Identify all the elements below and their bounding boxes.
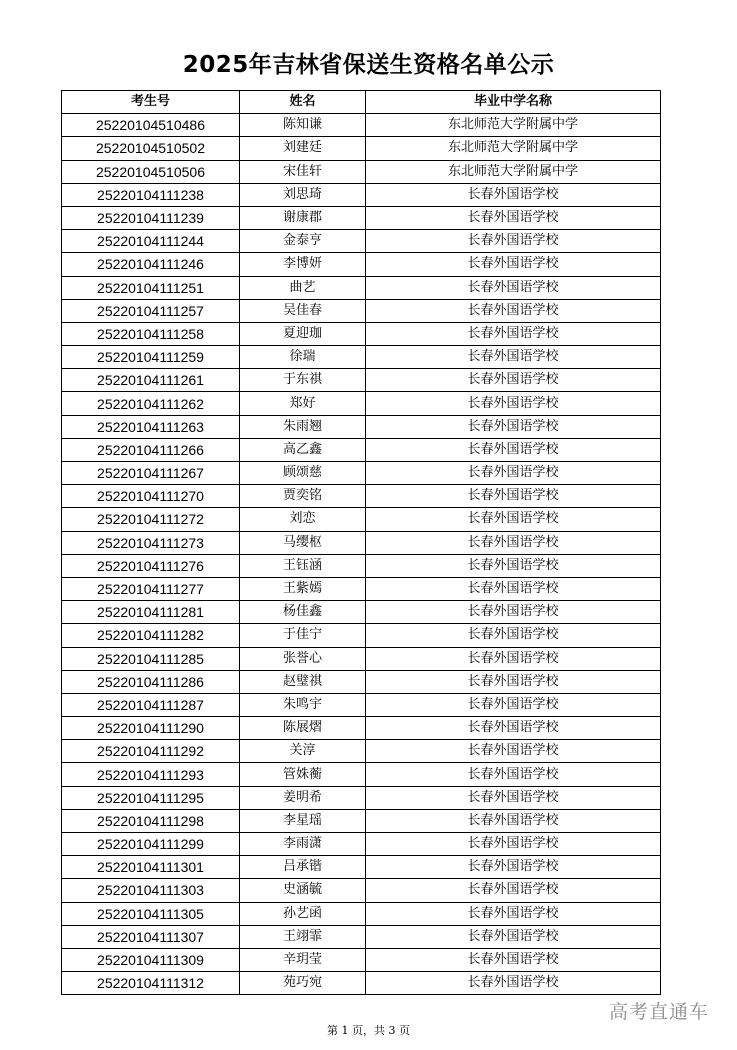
- exam-number-cell: 25220104111239: [62, 206, 240, 229]
- exam-number-cell: 25220104111282: [62, 624, 240, 647]
- student-name-cell: 马缨枢: [240, 531, 366, 554]
- school-name-cell: 长春外国语学校: [366, 717, 661, 740]
- exam-number-cell: 25220104111244: [62, 230, 240, 253]
- student-name-cell: 朱鸣宇: [240, 693, 366, 716]
- exam-number-cell: 25220104111295: [62, 786, 240, 809]
- exam-number-cell: 25220104111277: [62, 577, 240, 600]
- exam-number-cell: 25220104111272: [62, 508, 240, 531]
- exam-number-cell: 25220104111285: [62, 647, 240, 670]
- student-name-cell: 孙艺函: [240, 902, 366, 925]
- table-row: [62, 786, 661, 809]
- school-name-cell: 长春外国语学校: [366, 230, 661, 253]
- exam-number-cell: 25220104111276: [62, 554, 240, 577]
- school-name-cell: 长春外国语学校: [366, 577, 661, 600]
- table-row: [62, 485, 661, 508]
- table-row: [62, 693, 661, 716]
- table-row: [62, 415, 661, 438]
- exam-number-cell: 25220104111258: [62, 322, 240, 345]
- school-name-cell: 长春外国语学校: [366, 299, 661, 322]
- school-name-cell: 长春外国语学校: [366, 322, 661, 345]
- school-name-cell: 长春外国语学校: [366, 763, 661, 786]
- school-name-cell: 长春外国语学校: [366, 833, 661, 856]
- student-name-cell: 徐瑞: [240, 346, 366, 369]
- school-name-cell: 长春外国语学校: [366, 462, 661, 485]
- student-name-cell: 刘建廷: [240, 137, 366, 160]
- student-name-cell: 吴佳春: [240, 299, 366, 322]
- school-name-cell: 长春外国语学校: [366, 346, 661, 369]
- table-row: [62, 925, 661, 948]
- school-name-cell: 长春外国语学校: [366, 253, 661, 276]
- student-name-cell: 管姝蘅: [240, 763, 366, 786]
- exam-number-cell: 25220104111301: [62, 856, 240, 879]
- table-row: [62, 322, 661, 345]
- exam-number-cell: 25220104111312: [62, 972, 240, 995]
- exam-number-cell: 25220104111238: [62, 183, 240, 206]
- school-name-cell: 长春外国语学校: [366, 786, 661, 809]
- student-name-cell: 高乙鑫: [240, 438, 366, 461]
- exam-number-cell: 25220104111270: [62, 485, 240, 508]
- school-name-cell: 长春外国语学校: [366, 693, 661, 716]
- student-name-cell: 姜明希: [240, 786, 366, 809]
- student-name-cell: 关淳: [240, 740, 366, 763]
- school-name-cell: 长春外国语学校: [366, 902, 661, 925]
- table-row: [62, 369, 661, 392]
- student-name-cell: 李星瑶: [240, 809, 366, 832]
- school-name-cell: 长春外国语学校: [366, 369, 661, 392]
- exam-number-cell: 25220104111267: [62, 462, 240, 485]
- exam-number-cell: 25220104111287: [62, 693, 240, 716]
- student-name-cell: 苑巧宛: [240, 972, 366, 995]
- table-row: [62, 554, 661, 577]
- student-name-cell: 李雨潇: [240, 833, 366, 856]
- watermark: 高考直通车: [608, 1001, 709, 1023]
- table-row: [62, 206, 661, 229]
- exam-number-cell: 25220104111246: [62, 253, 240, 276]
- table-row: [62, 462, 661, 485]
- table-row: [62, 902, 661, 925]
- student-name-cell: 辛玥莹: [240, 948, 366, 971]
- table-row: [62, 740, 661, 763]
- student-name-cell: 王翊霏: [240, 925, 366, 948]
- student-name-cell: 郑好: [240, 392, 366, 415]
- school-name-cell: 长春外国语学校: [366, 601, 661, 624]
- school-name-cell: 长春外国语学校: [366, 670, 661, 693]
- student-name-cell: 李博妍: [240, 253, 366, 276]
- table-row: [62, 972, 661, 995]
- exam-number-cell: 25220104111261: [62, 369, 240, 392]
- table-row: [62, 160, 661, 183]
- school-name-cell: 长春外国语学校: [366, 438, 661, 461]
- school-name-cell: 长春外国语学校: [366, 856, 661, 879]
- table-row: [62, 647, 661, 670]
- school-name-cell: 长春外国语学校: [366, 554, 661, 577]
- school-name-cell: 长春外国语学校: [366, 925, 661, 948]
- exam-number-cell: 25220104111263: [62, 415, 240, 438]
- student-name-cell: 史涵毓: [240, 879, 366, 902]
- header-school: 毕业中学名称: [366, 91, 661, 114]
- student-name-cell: 谢康郡: [240, 206, 366, 229]
- table-row: [62, 763, 661, 786]
- exam-number-cell: 25220104111286: [62, 670, 240, 693]
- student-name-cell: 王钰涵: [240, 554, 366, 577]
- student-name-cell: 杨佳鑫: [240, 601, 366, 624]
- table-row: [62, 276, 661, 299]
- exam-number-cell: 25220104111298: [62, 809, 240, 832]
- header-name: 姓名: [240, 91, 366, 114]
- student-name-cell: 金泰亨: [240, 230, 366, 253]
- student-name-cell: 夏迎珈: [240, 322, 366, 345]
- exam-number-cell: 25220104111262: [62, 392, 240, 415]
- school-name-cell: 长春外国语学校: [366, 624, 661, 647]
- table-row: [62, 577, 661, 600]
- school-name-cell: 长春外国语学校: [366, 647, 661, 670]
- school-name-cell: 长春外国语学校: [366, 879, 661, 902]
- table-header-row: [62, 91, 661, 114]
- exam-number-cell: 25220104111259: [62, 346, 240, 369]
- school-name-cell: 长春外国语学校: [366, 809, 661, 832]
- table-row: [62, 299, 661, 322]
- school-name-cell: 长春外国语学校: [366, 206, 661, 229]
- table-row: [62, 809, 661, 832]
- table-row: [62, 601, 661, 624]
- table-row: [62, 114, 661, 137]
- exam-number-cell: 25220104510502: [62, 137, 240, 160]
- exam-number-cell: 25220104111293: [62, 763, 240, 786]
- table-row: [62, 670, 661, 693]
- student-name-cell: 刘恋: [240, 508, 366, 531]
- exam-number-cell: 25220104111303: [62, 879, 240, 902]
- school-name-cell: 东北师范大学附属中学: [366, 137, 661, 160]
- school-name-cell: 长春外国语学校: [366, 392, 661, 415]
- exam-number-cell: 25220104111292: [62, 740, 240, 763]
- student-name-cell: 张誉心: [240, 647, 366, 670]
- student-name-cell: 曲艺: [240, 276, 366, 299]
- student-name-cell: 朱雨翘: [240, 415, 366, 438]
- school-name-cell: 长春外国语学校: [366, 508, 661, 531]
- student-name-cell: 吕承锴: [240, 856, 366, 879]
- exam-number-cell: 25220104111251: [62, 276, 240, 299]
- student-name-cell: 陈知谦: [240, 114, 366, 137]
- table-row: [62, 438, 661, 461]
- table-row: [62, 230, 661, 253]
- table-row: [62, 183, 661, 206]
- table-row: [62, 392, 661, 415]
- exam-number-cell: 25220104111299: [62, 833, 240, 856]
- student-name-cell: 贾奕铭: [240, 485, 366, 508]
- school-name-cell: 长春外国语学校: [366, 485, 661, 508]
- table-row: [62, 717, 661, 740]
- exam-number-cell: 25220104111309: [62, 948, 240, 971]
- page-title: 2025年吉林省保送生资格名单公示: [182, 52, 555, 78]
- student-name-cell: 于佳宁: [240, 624, 366, 647]
- school-name-cell: 长春外国语学校: [366, 972, 661, 995]
- header-exam-number: 考生号: [62, 91, 240, 114]
- school-name-cell: 长春外国语学校: [366, 740, 661, 763]
- school-name-cell: 东北师范大学附属中学: [366, 160, 661, 183]
- table-row: [62, 879, 661, 902]
- exam-number-cell: 25220104111305: [62, 902, 240, 925]
- exam-number-cell: 25220104111290: [62, 717, 240, 740]
- school-name-cell: 长春外国语学校: [366, 948, 661, 971]
- student-name-cell: 刘思琦: [240, 183, 366, 206]
- exam-number-cell: 25220104111257: [62, 299, 240, 322]
- table-row: [62, 948, 661, 971]
- student-name-cell: 宋佳轩: [240, 160, 366, 183]
- page-number: 第 1 页，共 3 页: [327, 1024, 410, 1037]
- table-row: [62, 624, 661, 647]
- table-row: [62, 253, 661, 276]
- student-list-table: [61, 90, 661, 995]
- table-row: [62, 508, 661, 531]
- school-name-cell: 长春外国语学校: [366, 276, 661, 299]
- student-name-cell: 王紫嫣: [240, 577, 366, 600]
- student-name-cell: 陈展熠: [240, 717, 366, 740]
- exam-number-cell: 25220104111273: [62, 531, 240, 554]
- student-name-cell: 顾颂慈: [240, 462, 366, 485]
- student-name-cell: 赵璧祺: [240, 670, 366, 693]
- exam-number-cell: 25220104111266: [62, 438, 240, 461]
- exam-number-cell: 25220104111281: [62, 601, 240, 624]
- school-name-cell: 长春外国语学校: [366, 531, 661, 554]
- table-row: [62, 137, 661, 160]
- table-row: [62, 833, 661, 856]
- school-name-cell: 东北师范大学附属中学: [366, 114, 661, 137]
- school-name-cell: 长春外国语学校: [366, 415, 661, 438]
- table-row: [62, 856, 661, 879]
- school-name-cell: 长春外国语学校: [366, 183, 661, 206]
- exam-number-cell: 25220104510506: [62, 160, 240, 183]
- table-row: [62, 346, 661, 369]
- exam-number-cell: 25220104111307: [62, 925, 240, 948]
- table-row: [62, 531, 661, 554]
- student-name-cell: 于东祺: [240, 369, 366, 392]
- exam-number-cell: 25220104510486: [62, 114, 240, 137]
